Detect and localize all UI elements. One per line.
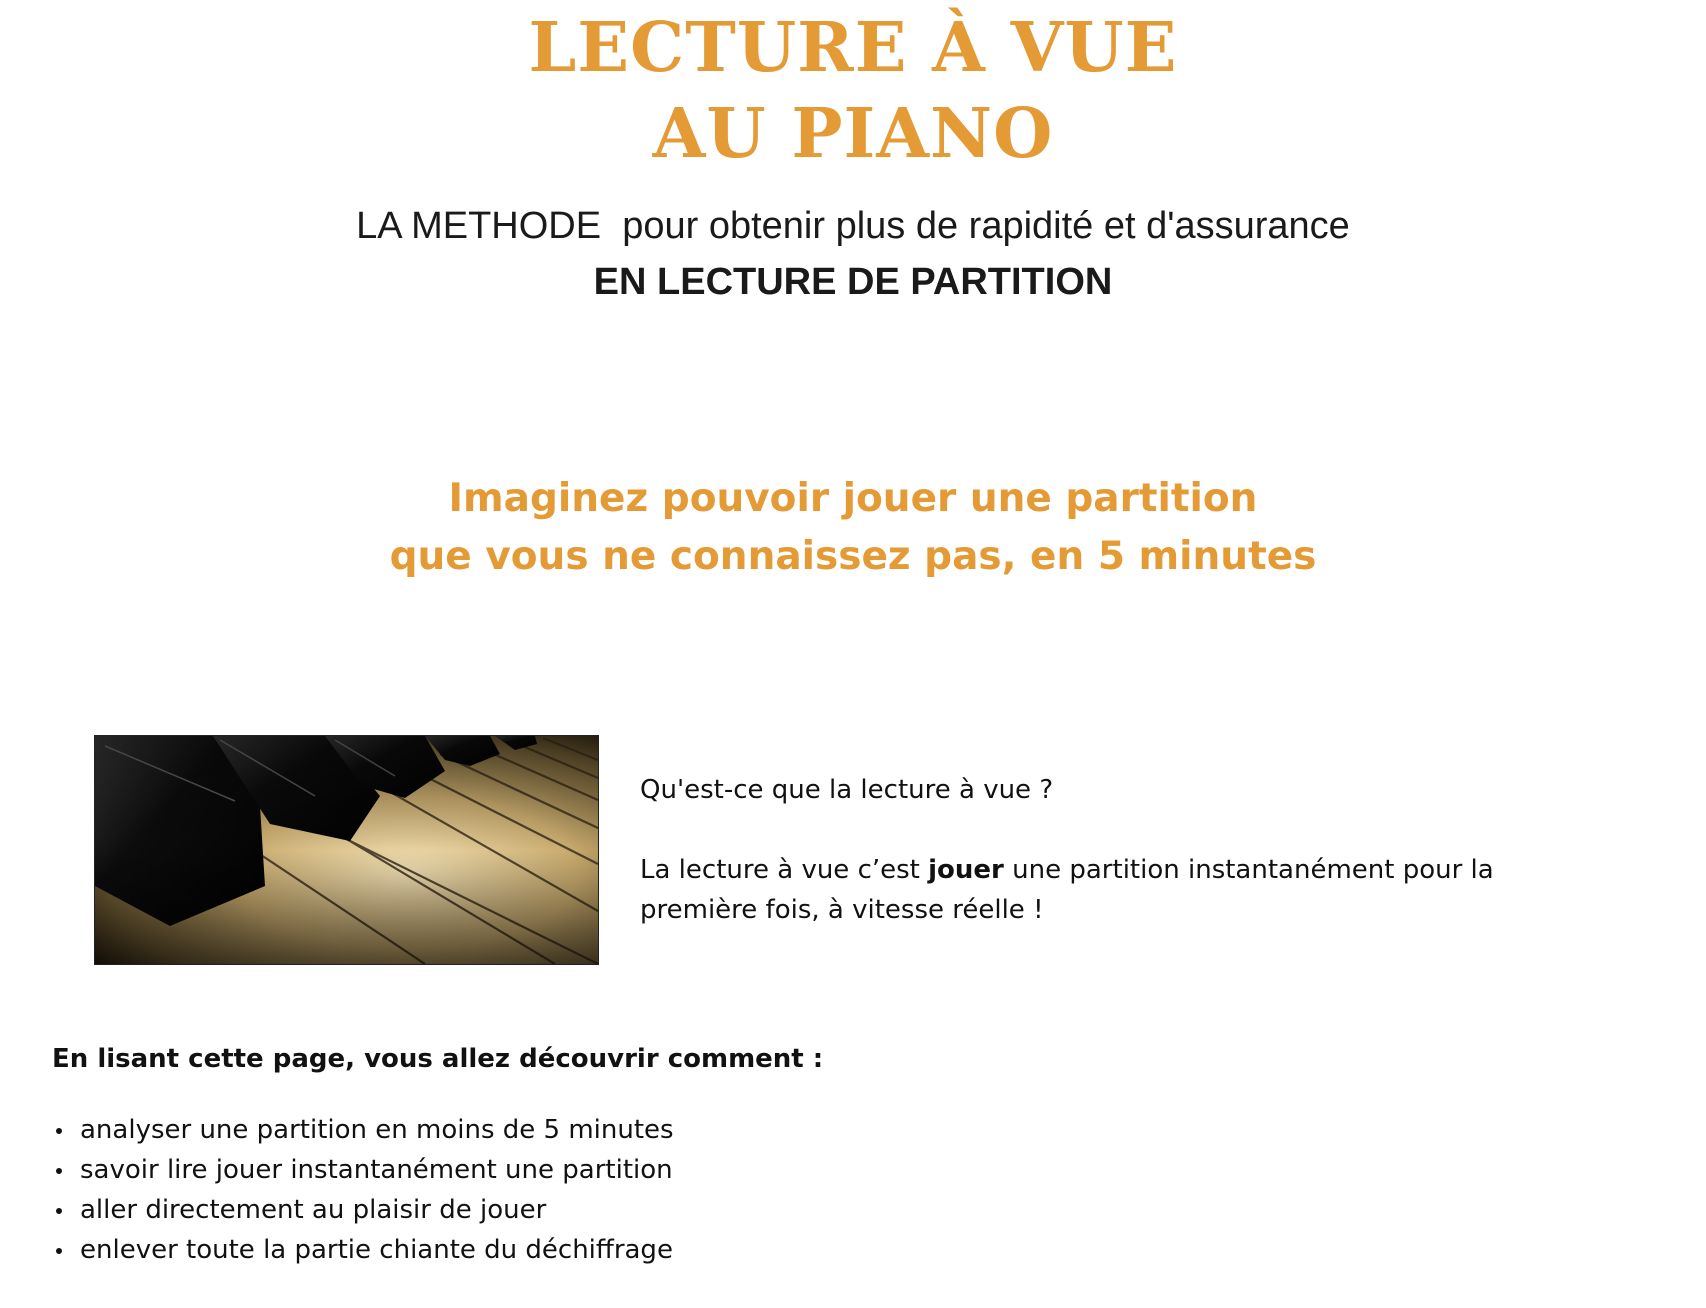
hero-title-line2: AU PIANO [652,94,1054,174]
list-item [52,1110,1152,1150]
list-item [52,1150,1152,1190]
bullet-icon [56,1168,62,1174]
piano-keys-image [94,735,599,965]
hero-title [0,5,1706,177]
intro-question: Qu'est-ce que la lecture à vue ? [640,775,1054,805]
list-item-text: aller directement au plaisir de jouer [80,1195,547,1225]
list-item-text: savoir lire jouer instantanément une partition [80,1155,673,1185]
hero-subtitle [0,198,1706,310]
tagline-line2: que vous ne connaissez pas, en 5 minutes [389,534,1317,579]
list-item-text: enlever toute la partie chiante du déchiffrage [80,1235,673,1265]
intro-answer-end: une partition instantanément pour la première fois, à vitesse réelle ! [640,855,1494,925]
bullet-icon [56,1248,62,1254]
piano-keys-icon [95,736,598,964]
bullet-icon [56,1128,62,1134]
list-item [52,1190,1152,1230]
benefits-list [52,1110,1152,1270]
hero-subtitle-line1: LA METHODE pour obtenir plus de rapidité et d'assurance [356,205,1350,247]
hero-title-line1: LECTURE À VUE [528,8,1178,88]
bullet-icon [56,1208,62,1214]
discover-heading: En lisant cette page, vous allez découvrir comment : [52,1044,824,1074]
intro-answer-emphasis: jouer [928,855,1004,885]
intro-text [640,770,1610,930]
tagline [0,470,1706,586]
intro-answer-start: La lecture à vue c’est [640,855,929,885]
tagline-line1: Imaginez pouvoir jouer une partition [448,476,1258,521]
intro-answer [640,850,1610,930]
list-item [52,1230,1152,1270]
hero-subtitle-line2: EN LECTURE DE PARTITION [593,261,1113,303]
list-item-text: analyser une partition en moins de 5 minutes [80,1115,674,1145]
